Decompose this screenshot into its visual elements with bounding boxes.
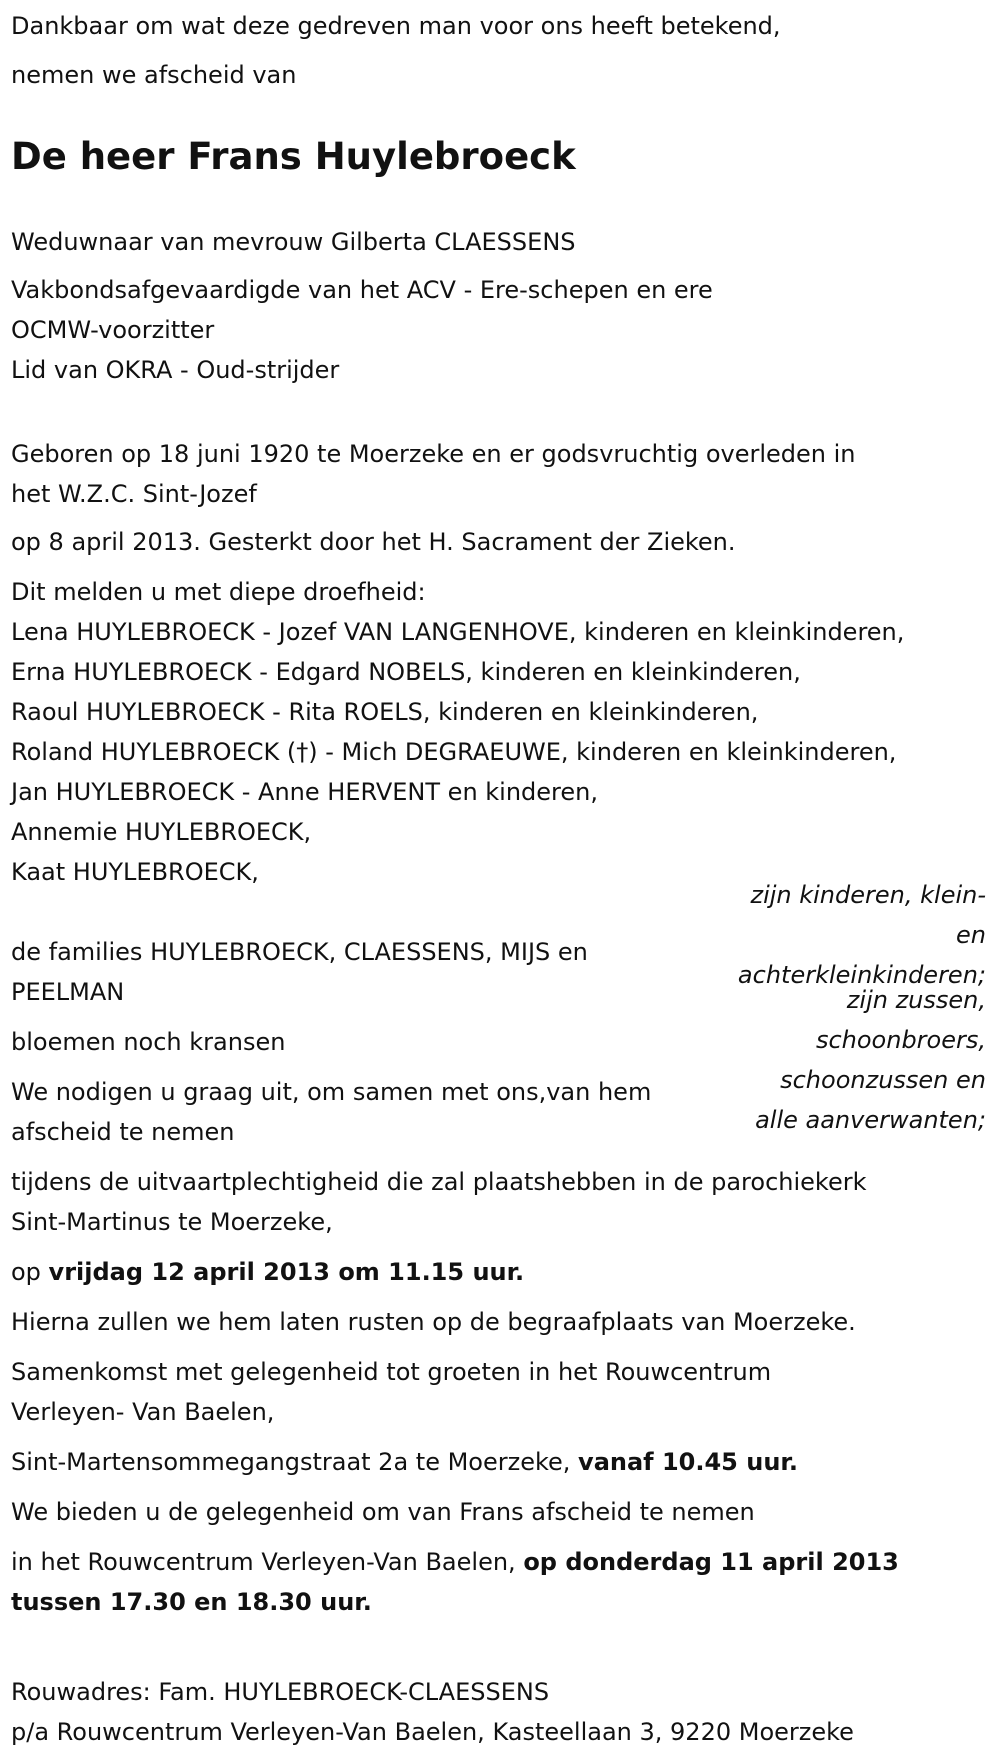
family-line: Kaat HUYLEBROECK, (11, 858, 259, 886)
widower-line: Weduwnaar van mevrouw Gilberta CLAESSENS (11, 228, 576, 256)
invite-line-2: afscheid te nemen (11, 1118, 235, 1146)
visit-date: op donderdag 11 april 2013 (523, 1548, 899, 1576)
visit-time-line: tussen 17.30 en 18.30 uur. (11, 1588, 372, 1616)
service-line-1: tijdens de uitvaartplechtigheid die zal plaatshebben in de parochiekerk (11, 1168, 867, 1196)
service-line-2: Sint-Martinus te Moerzeke, (11, 1208, 333, 1236)
meeting-line-1: Samenkomst met gelegenheid tot groeten in het Rouwcentrum (11, 1358, 772, 1386)
intro-line-2: nemen we afscheid van (11, 61, 297, 89)
role-line-2: OCMW-voorzitter (11, 316, 215, 344)
address-line-1: Rouwadres: Fam. HUYLEBROECK-CLAESSENS (11, 1678, 550, 1706)
deceased-name: De heer Frans Huylebroeck (11, 135, 576, 178)
right-siblings-3: schoonzussen en (780, 1066, 986, 1094)
families-line-2: PEELMAN (11, 978, 125, 1006)
family-line: Roland HUYLEBROECK (†) - Mich DEGRAEUWE, kinderen en kleinkinderen, (11, 738, 897, 766)
address-line-2: p/a Rouwcentrum Verleyen-Van Baelen, Kasteellaan 3, 9220 Moerzeke (11, 1718, 854, 1746)
service-date: vrijdag 12 april 2013 om 11.15 uur. (48, 1258, 525, 1286)
burial-line: Hierna zullen we hem laten rusten op de begraafplaats van Moerzeke. (11, 1308, 856, 1336)
died-line: op 8 april 2013. Gesterkt door het H. Sacrament der Zieken. (11, 528, 736, 556)
family-line: Annemie HUYLEBROECK, (11, 818, 312, 846)
visit-prefix: in het Rouwcentrum Verleyen-Van Baelen, (11, 1548, 524, 1576)
family-line: Jan HUYLEBROECK - Anne HERVENT en kinderen, (11, 778, 599, 806)
service-op: op (11, 1258, 49, 1286)
family-line: Erna HUYLEBROECK - Edgard NOBELS, kinderen en kleinkinderen, (11, 658, 801, 686)
right-children-2: en (956, 921, 986, 949)
meeting-address-line (11, 1444, 798, 1480)
born-line-1: Geboren op 18 juni 1920 te Moerzeke en er godsvruchtig overleden in (11, 440, 856, 468)
right-children-1: zijn kinderen, klein- (750, 881, 986, 909)
visit-line-2 (11, 1544, 899, 1580)
family-line: Lena HUYLEBROECK - Jozef VAN LANGENHOVE, kinderen en kleinkinderen, (11, 618, 905, 646)
meeting-address: Sint-Martensommegangstraat 2a te Moerzeke, (11, 1448, 579, 1476)
right-children-3: achterkleinkinderen; (737, 961, 986, 989)
flowers-line: bloemen noch kransen (11, 1028, 286, 1056)
meeting-time: vanaf 10.45 uur. (578, 1448, 798, 1476)
announce-line: Dit melden u met diepe droefheid: (11, 578, 426, 606)
invite-line-1: We nodigen u graag uit, om samen met ons,van hem (11, 1078, 652, 1106)
right-siblings-1: zijn zussen, (846, 986, 986, 1014)
role-line-1: Vakbondsafgevaardigde van het ACV - Ere-schepen en ere (11, 276, 713, 304)
visit-line-1: We bieden u de gelegenheid om van Frans afscheid te nemen (11, 1498, 755, 1526)
family-line: Raoul HUYLEBROECK - Rita ROELS, kinderen en kleinkinderen, (11, 698, 759, 726)
service-date-line (11, 1254, 524, 1290)
born-line-2: het W.Z.C. Sint-Jozef (11, 480, 257, 508)
right-siblings-4: alle aanverwanten; (755, 1106, 986, 1134)
right-siblings-2: schoonbroers, (815, 1026, 986, 1054)
intro-line-1: Dankbaar om wat deze gedreven man voor ons heeft betekend, (11, 12, 781, 40)
meeting-line-2: Verleyen- Van Baelen, (11, 1398, 275, 1426)
families-line-1: de families HUYLEBROECK, CLAESSENS, MIJS en (11, 938, 588, 966)
member-line: Lid van OKRA - Oud-strijder (11, 356, 340, 384)
